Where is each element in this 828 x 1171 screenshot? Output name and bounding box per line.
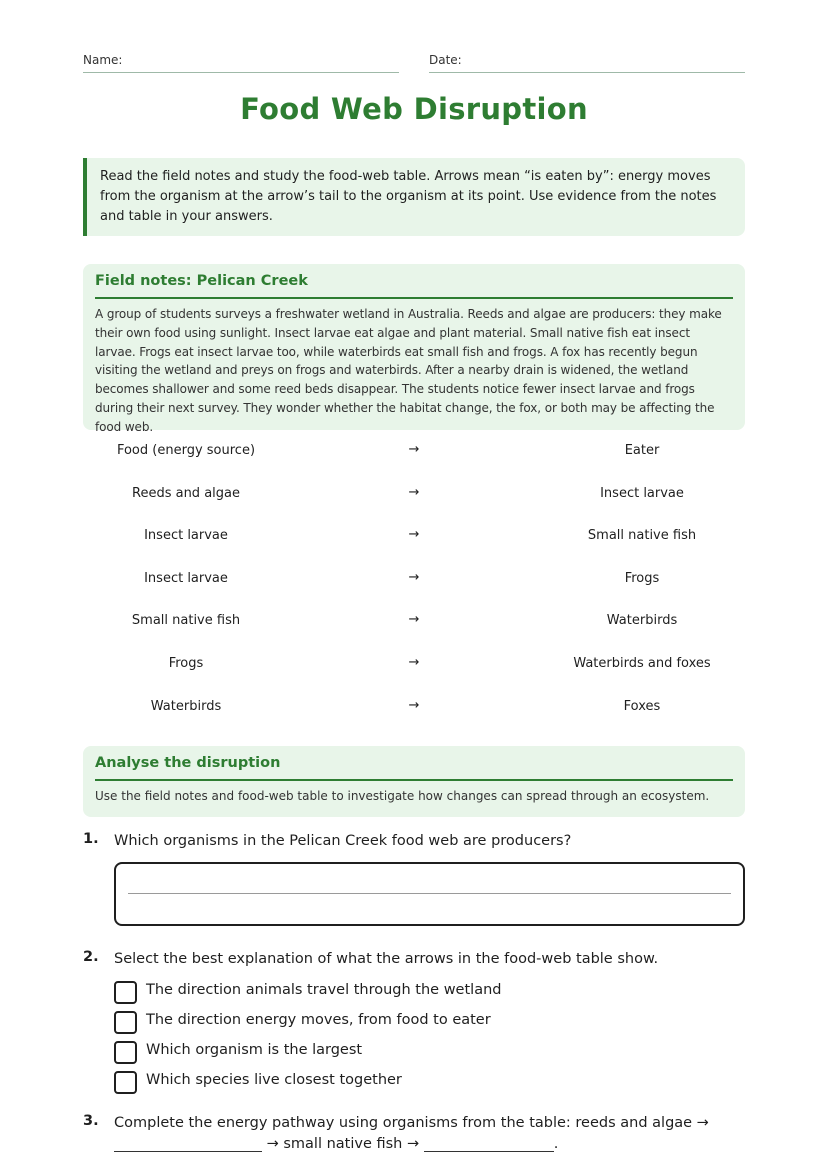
- answer-blank-1[interactable]: [114, 1135, 262, 1152]
- food-cell: Insect larvae: [144, 570, 228, 586]
- eater-cell: Waterbirds: [606, 613, 678, 629]
- food-cell: Reeds and algae: [132, 485, 240, 501]
- eater-column-header: Eater: [624, 443, 660, 458]
- analyse-heading: Analyse the disruption: [95, 755, 733, 781]
- table-row: [83, 645, 745, 685]
- eater-cell: Insect larvae: [600, 485, 684, 501]
- arrow-cell: →: [408, 612, 420, 628]
- table-row: [83, 475, 745, 515]
- checkbox[interactable]: [114, 1011, 137, 1034]
- table-row: [83, 560, 745, 600]
- question-text: Select the best explanation of what the arrows in the food-web table show.: [114, 951, 659, 967]
- analyse-body: Use the field notes and food-web table to investigate how changes can spread through an ecosystem.: [95, 789, 710, 803]
- question-text: [114, 1113, 745, 1155]
- question-number: 2.: [83, 949, 99, 965]
- arrow-cell: →: [408, 655, 420, 670]
- arrow-column-header: →: [408, 442, 420, 457]
- checkbox[interactable]: [114, 1041, 137, 1064]
- field-notes-heading: Field notes: Pelican Creek: [95, 273, 733, 299]
- name-field[interactable]: [83, 52, 399, 73]
- date-label: Date:: [429, 53, 462, 67]
- option-c[interactable]: [114, 1041, 734, 1065]
- field-notes-panel: [83, 264, 745, 434]
- answer-line: [128, 893, 731, 894]
- table-row: [83, 602, 745, 642]
- arrow-cell: →: [408, 527, 420, 543]
- question-1-answer-box[interactable]: [114, 862, 745, 926]
- question-text: Which organisms in the Pelican Creek food web are producers?: [114, 833, 572, 849]
- arrow-cell: →: [408, 569, 420, 585]
- food-cell: Small native fish: [131, 613, 241, 629]
- eater-cell: Frogs: [624, 570, 660, 586]
- instructions-callout: Read the field notes and study the food-web table. Arrows mean “is eaten by”: energy moves from the organism at the arrow’s tail to the organism at its point. Use evidence from the notes and table in your answers.: [83, 158, 745, 236]
- food-column-header: Food (energy source): [116, 443, 256, 458]
- option-d[interactable]: [114, 1071, 734, 1095]
- arrow-cell: →: [408, 484, 420, 500]
- option-label: The direction animals travel through the wetland: [146, 982, 502, 998]
- question-number: 3.: [83, 1113, 99, 1129]
- table-row: [83, 688, 745, 728]
- question-text-mid: → small native fish →: [266, 1136, 420, 1152]
- food-cell: Insect larvae: [144, 528, 228, 544]
- eater-cell: Small native fish: [587, 528, 697, 544]
- answer-blank-2[interactable]: [424, 1135, 554, 1152]
- option-b[interactable]: [114, 1011, 734, 1035]
- food-cell: Waterbirds: [150, 698, 222, 714]
- page-title: Food Web Disruption: [240, 92, 588, 126]
- analyse-panel: [83, 746, 745, 817]
- question-number: 1.: [83, 831, 99, 847]
- table-row: [83, 517, 745, 557]
- food-cell: Frogs: [168, 656, 204, 671]
- question-text-end: .: [553, 1136, 559, 1152]
- eater-cell: Foxes: [623, 698, 661, 714]
- checkbox[interactable]: [114, 981, 137, 1004]
- arrow-cell: →: [408, 697, 420, 713]
- question-text-line1: Complete the energy pathway using organisms from the table: reeds and algae →: [114, 1115, 709, 1131]
- option-label: Which organism is the largest: [146, 1042, 363, 1058]
- eater-cell: Waterbirds and foxes: [573, 656, 711, 671]
- field-notes-body: A group of students surveys a freshwater wetland in Australia. Reeds and algae are producers: they make their own food using sunlight. Insect larvae eat algae and plant material. Small native fish eat insect larvae. Frogs eat insect larvae too, while waterbirds eat small fish and frogs. A fox has recently begun visiting the wetland and preys on frogs and waterbirds. After a nearby drain is widened, the wetland becomes shallower and some reed beds disappear. The students notice fewer insect larvae and frogs during their next survey. They wonder whether the habitat change, the fox, or both may be affecting the food web.: [95, 307, 722, 434]
- checkbox[interactable]: [114, 1071, 137, 1094]
- option-label: The direction energy moves, from food to eater: [146, 1012, 491, 1028]
- header-fields: [83, 52, 745, 74]
- option-a[interactable]: [114, 981, 734, 1005]
- food-web-header-row: [83, 432, 745, 472]
- option-label: Which species live closest together: [146, 1072, 402, 1088]
- date-field[interactable]: [429, 52, 745, 73]
- name-label: Name:: [83, 53, 123, 67]
